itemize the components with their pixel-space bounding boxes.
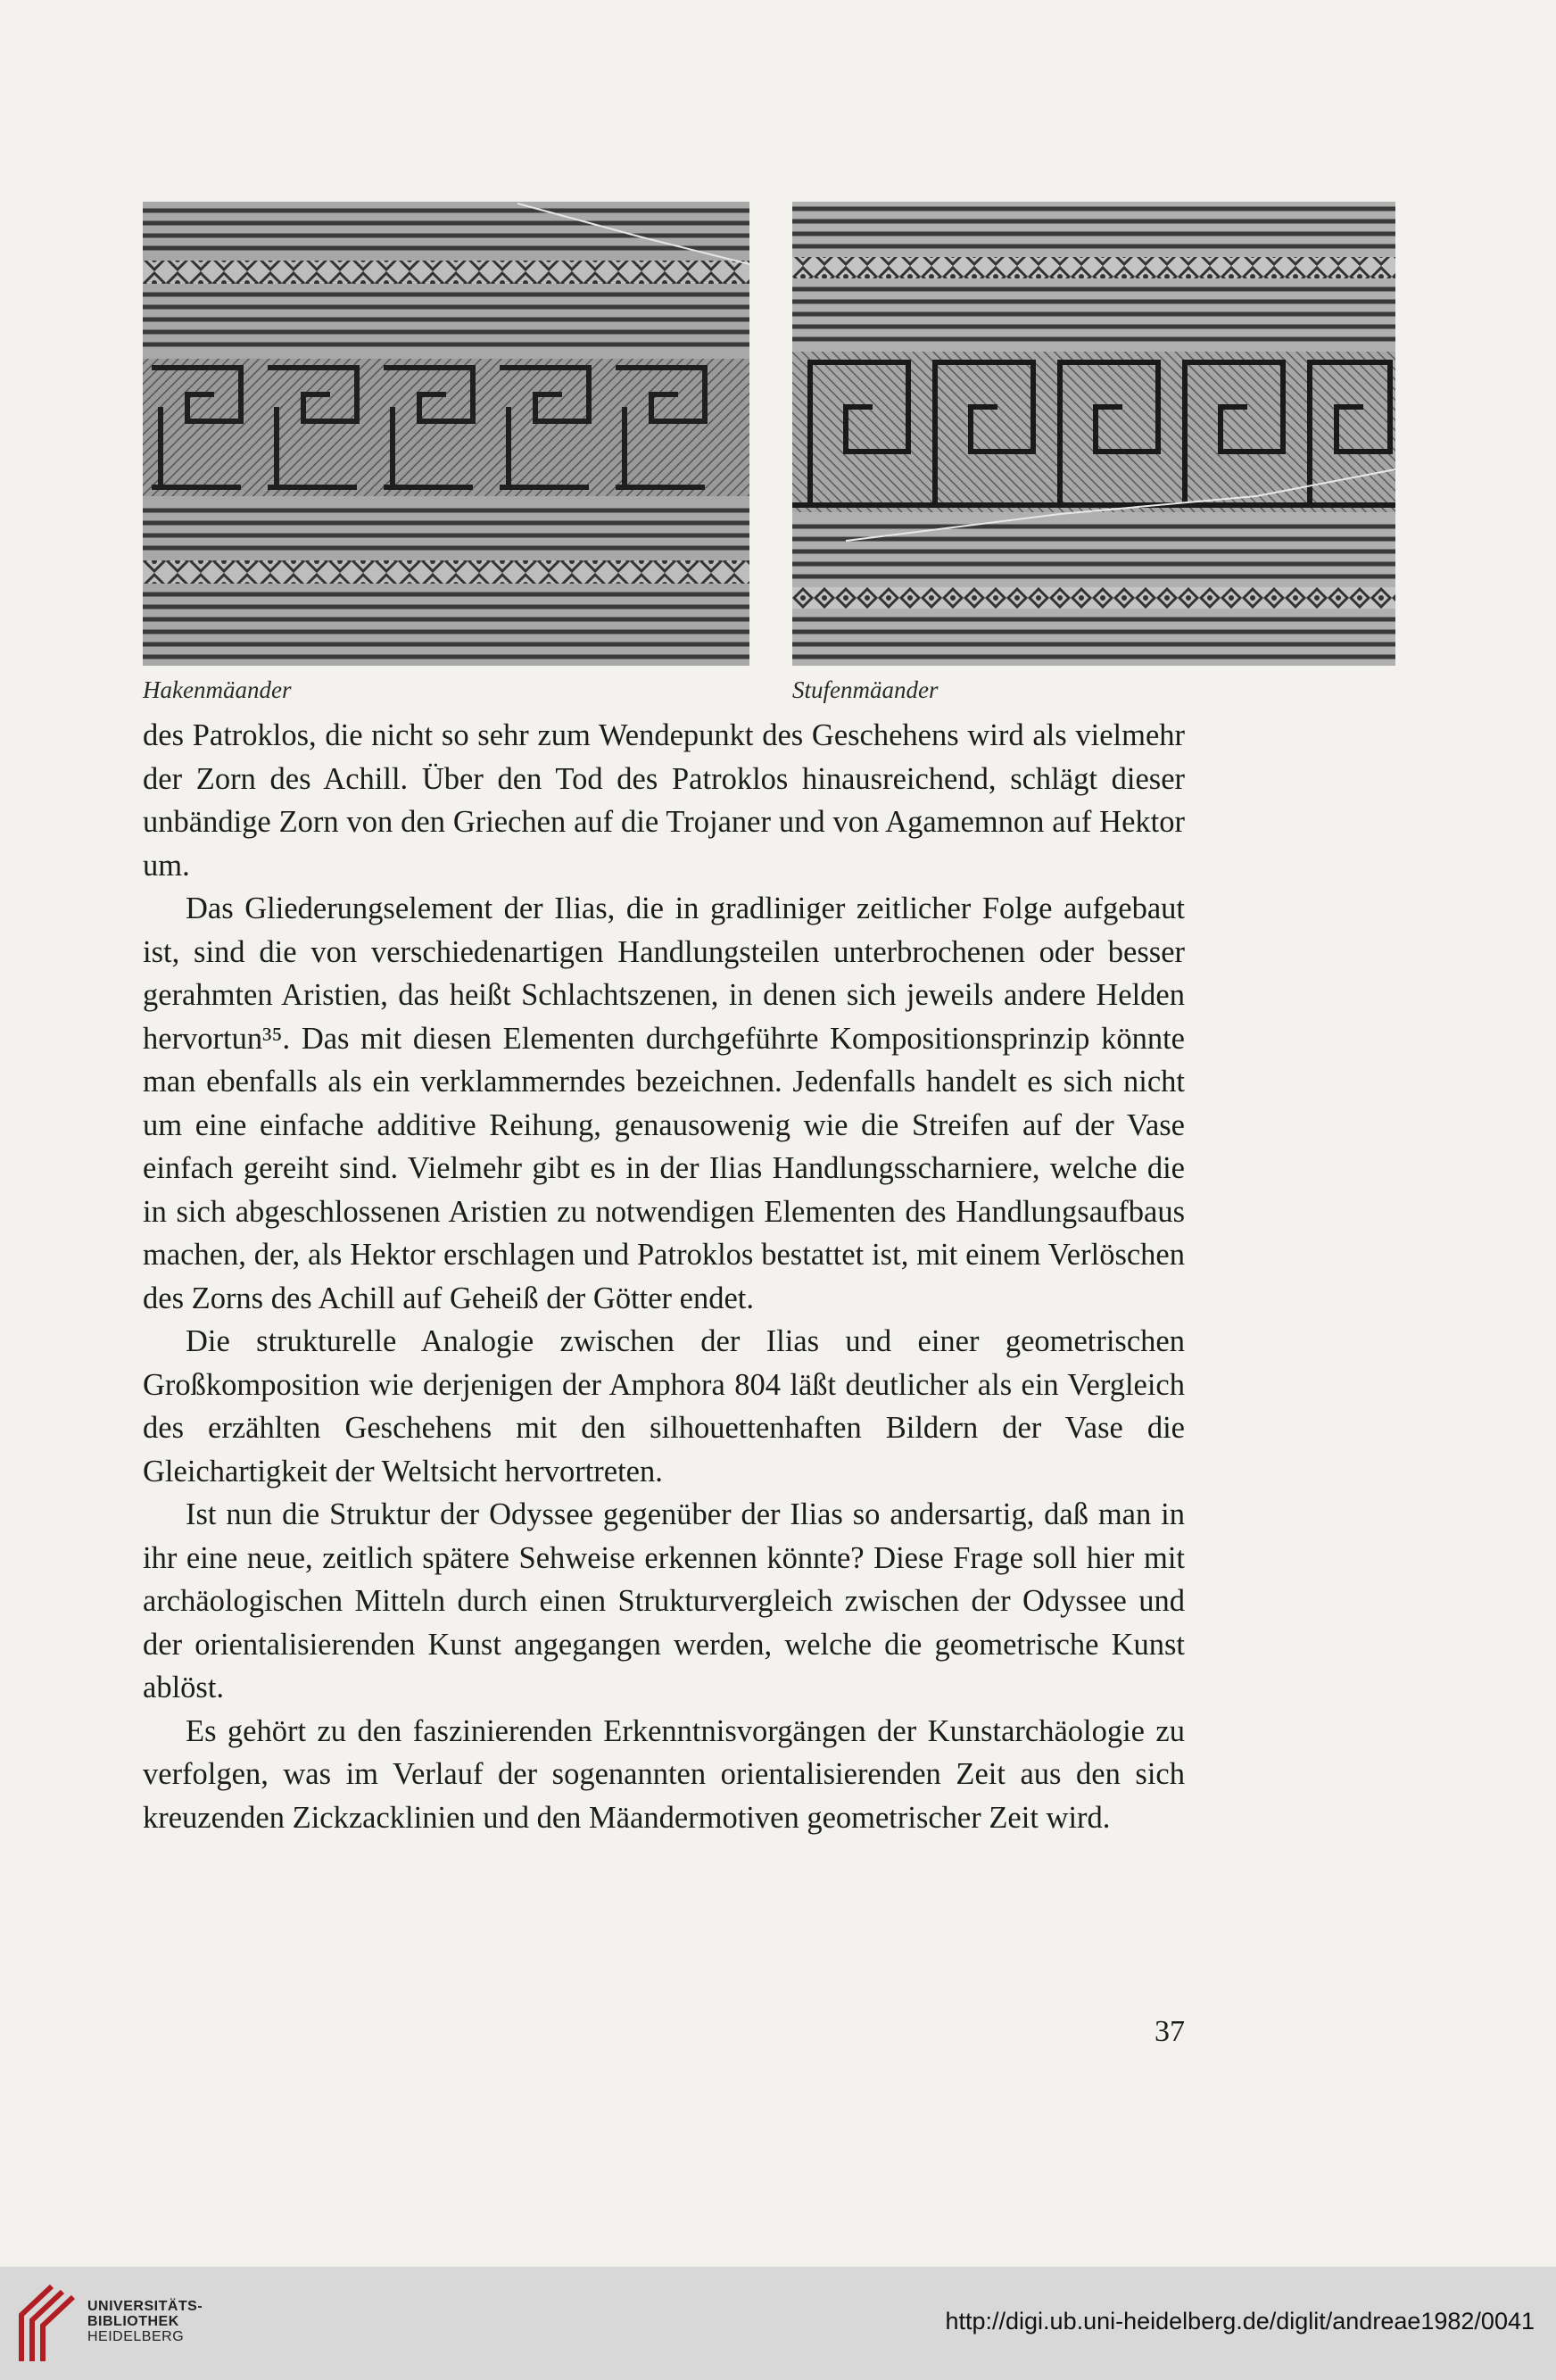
caption-hakenmaeander: Hakenmäander bbox=[143, 676, 292, 703]
ub-heidelberg-logo-icon[interactable] bbox=[16, 2279, 79, 2368]
library-name bbox=[87, 2299, 203, 2344]
paragraph: Die strukturelle Analogie zwischen der Ilias und einer geometrischen Großkomposition wie derjenigen der Amphora 804 läßt deutlicher als ein Vergleich des erzählten Geschehens mit den silhouettenhaften Bildern der Vase die Gleichartigkeit der Weltsicht hervortreten. bbox=[143, 1324, 1185, 1489]
page-number: 37 bbox=[1155, 2015, 1185, 2048]
library-name-line: HEIDELBERG bbox=[87, 2329, 185, 2344]
paragraph: Das Gliederungselement der Ilias, die in gradliniger zeitlicher Folge aufgebaut ist, sind die von verschiedenartigen Handlungsteilen unterbrochenen oder besser gerahmten Aristien, das heißt Schlachtszenen, in denen sich jeweils andere Helden hervortun³⁵. Das mit diesen Elementen durchgeführte Kompositionsprinzip könnte man ebenfalls als ein verklammerndes bezeichnen. Jedenfalls handelt es sich nicht um eine einfache additive Reihung, genausowenig wie die Streifen auf der Vase einfach gereiht sind. Vielmehr gibt es in der Ilias Handlungsscharniere, welche die in sich abgeschlossenen Aristien zu notwendigen Elementen des Handlungsaufbaus machen, der, als Hektor erschlagen und Patroklos bestattet ist, mit einem Verlöschen des Zorns des Achill auf Geheiß der Götter endet. bbox=[143, 891, 1185, 1315]
paragraph: Ist nun die Struktur der Odyssee gegenüber der Ilias so andersartig, daß man in ihr eine neue, zeitlich spätere Sehweise erkennen könnte? Diese Frage soll hier mit archäologischen Mitteln durch einen Strukturvergleich zwischen der Odyssee und der orientalisierenden Kunst angegangen werden, welche die geometrische Kunst ablöst. bbox=[143, 1497, 1185, 1704]
paragraph: Es gehört zu den faszinierenden Erkenntnisvorgängen der Kunstarchäologie zu verfolgen, was im Verlauf der sogenannten orientalisierenden Zeit aus den sich kreuzenden Zickzacklinien und den Mäandermotiven geometrischer Zeit wird. bbox=[143, 1713, 1185, 1835]
stufenmaeander-photo bbox=[792, 202, 1395, 666]
permalink-url[interactable]: http://digi.ub.uni-heidelberg.de/diglit/andreae1982/0041 bbox=[945, 2308, 1535, 2334]
paragraph: des Patroklos, die nicht so sehr zum Wendepunkt des Geschehens wird als vielmehr der Zorn des Achill. Über den Tod des Patroklos hinausreichend, schlägt dieser unbändige Zorn von den Griechen auf die Trojaner und von Agamemnon auf Hektor um. bbox=[143, 718, 1185, 883]
library-name-line: UNIVERSITÄTS- bbox=[87, 2299, 203, 2314]
library-name-line: BIBLIOTHEK bbox=[87, 2314, 179, 2329]
body-text bbox=[143, 714, 1185, 1839]
caption-stufenmaeander: Stufenmäander bbox=[792, 676, 939, 703]
digitization-footer bbox=[0, 2267, 1556, 2380]
hakenmaeander-photo bbox=[143, 202, 749, 666]
